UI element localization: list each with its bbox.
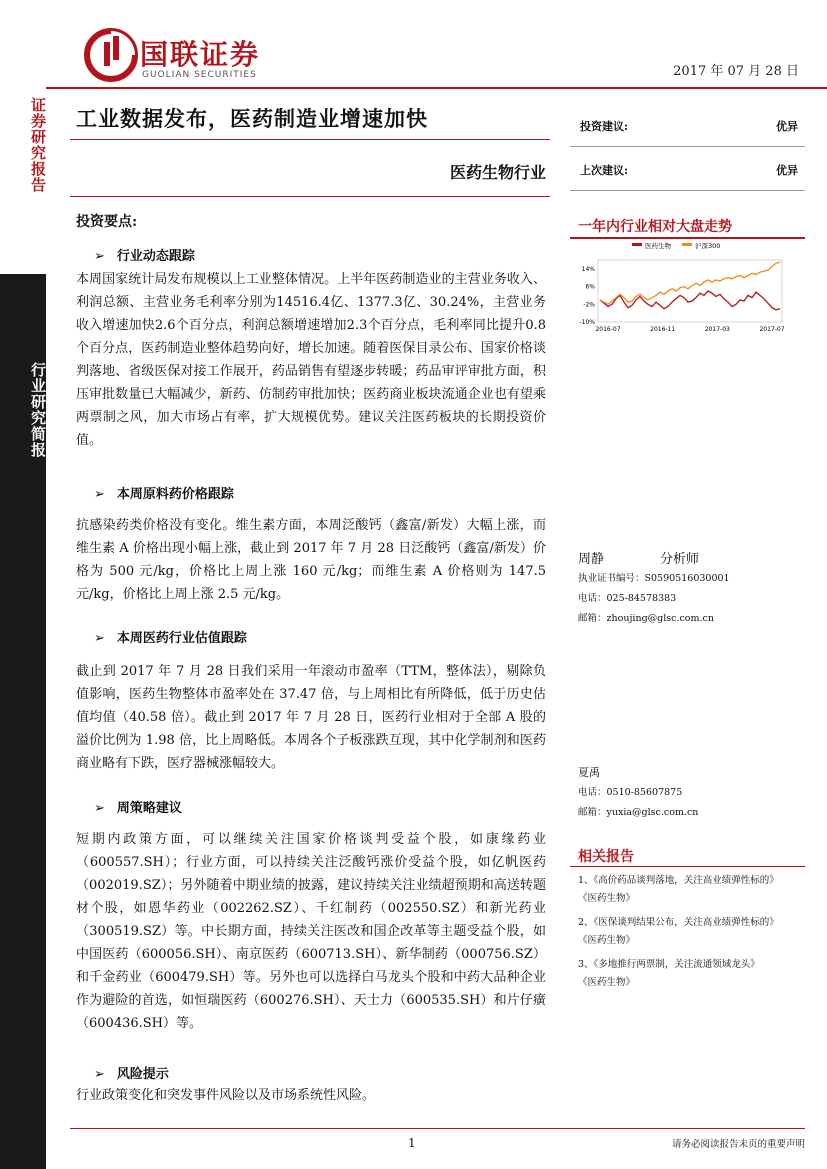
- arrow-icon: ➢: [94, 801, 105, 816]
- series-line-hs300: [600, 262, 780, 304]
- logo-text: 国联证券: [140, 38, 261, 71]
- chart-plot-frame: [598, 260, 782, 322]
- analyst-1-phone: 电话：025-84578383: [578, 593, 677, 604]
- x-tick-label: 2017-07: [759, 326, 785, 333]
- analyst-2-name: 夏禹: [578, 766, 600, 779]
- analyst-1-cert: 执业证书编号：S0590516030001: [578, 573, 730, 584]
- guolian-logo-icon: [84, 28, 138, 82]
- x-tick-label: 2016-07: [595, 326, 621, 333]
- rating-divider: [570, 146, 805, 147]
- related-divider: [570, 866, 805, 867]
- heading-risk: ➢ 风险提示: [94, 1067, 169, 1082]
- rating-previous-value: 优异: [776, 164, 798, 177]
- legend-swatch-pharma: [632, 243, 642, 246]
- legend-swatch-hs300: [682, 243, 692, 246]
- rating-previous: [580, 162, 798, 178]
- heading-strategy: ➢ 周策略建议: [94, 801, 182, 816]
- analyst-1-email[interactable]: 邮箱：zhoujing@glsc.com.cn: [578, 613, 714, 624]
- chart-title: 一年内行业相对大盘走势: [578, 219, 732, 235]
- industry-divider: [70, 196, 550, 197]
- related-title: 相关报告: [578, 849, 634, 865]
- relative-performance-chart: [570, 240, 805, 340]
- section-title: 投资要点:: [76, 214, 138, 230]
- paragraph-valuation: 截止到 2017 年 7 月 28 日我们采用一年滚动市盈率（TTM，整体法），剔除负值影响，医药生物整体市盈率处在 37.47 倍，与上周相比有所降低，低于历史估值均值（40.58 倍）。截止到 2017 年 7 月 28 日，医药行业相对于全部 A 股的溢价比例为 1.98 倍，比上周略低。本周各个子板涨跌互现，其中化学制剂和医药商业略有下跌，医疗器械涨幅较大。: [76, 664, 546, 771]
- rating-current-label: 投资建议:: [580, 120, 629, 133]
- rating-current: [580, 118, 798, 134]
- related-report-item: 《医药生物》: [578, 935, 636, 946]
- legend-label-pharma: 医药生物: [645, 242, 671, 250]
- sidebar-label-type: 行业研究简报: [29, 362, 47, 458]
- rating-previous-label: 上次建议:: [580, 164, 629, 177]
- chart-title-divider: [570, 237, 805, 239]
- related-report-item[interactable]: 3、《多地推行两票制，关注流通领域龙头》: [578, 959, 760, 970]
- title-divider: [70, 139, 550, 140]
- y-tick-label: 6%: [585, 283, 595, 291]
- related-report-item[interactable]: 1、《高价药品谈判落地，关注高业绩弹性标的》: [578, 875, 779, 886]
- x-tick-label: 2017-03: [704, 326, 730, 333]
- rating-current-value: 优异: [776, 120, 798, 133]
- y-tick-label: -10%: [579, 319, 595, 326]
- related-report-item[interactable]: 2、《医保谈判结果公布，关注高业绩弹性标的》: [578, 917, 779, 928]
- logo-english: GUOLIAN SECURITIES: [142, 70, 257, 80]
- heading-industry-dynamics: ➢ 行业动态跟踪: [94, 249, 195, 264]
- related-report-item: 《医药生物》: [578, 893, 636, 904]
- arrow-icon: ➢: [94, 1067, 105, 1082]
- report-title: 工业数据发布，医药制造业增速加快: [76, 106, 428, 131]
- analyst-1-role: 分析师: [660, 552, 700, 567]
- heading-api-price: ➢ 本周原料药价格跟踪: [94, 487, 234, 502]
- paragraph-strategy: 短期内政策方面，可以继续关注国家价格谈判受益个股，如康缘药业（600557.SH）；行业方面，可以持续关注泛酸钙涨价受益个股，如亿帆医药（002019.SZ）；另外随着中期业绩的披露，建议持续关注业绩超预期和高送转题材个股，如恩华药业（002262.SZ）、千红制药（002550.SZ）和新光药业（300519.SZ）等。中长期方面，持续关注医改和国企改革等主题受益个股，如中国医药（600056.SH）、南京医药（600713.SH）、新华制药（000756.SZ）和千金药业（600479.SH）等。另外也可以选择白马龙头个股和中药大品种企业作为避险的首选，如恒瑞医药（600276.SH）、天士力（600535.SH）和片仔癀（600436.SH）等。: [76, 832, 546, 1031]
- sidebar-label-report: 证券研究报告: [29, 97, 47, 193]
- related-report-item: 《医药生物》: [578, 977, 636, 988]
- arrow-icon: ➢: [94, 631, 105, 646]
- footer-disclaimer: 请务必阅读报告末页的重要声明: [671, 1139, 805, 1150]
- analyst-1-name: 周静: [578, 552, 605, 567]
- y-tick-label: 14%: [581, 265, 595, 273]
- paragraph-industry-dynamics: 本周国家统计局发布规模以上工业整体情况。上半年医药制造业的主营业务收入、利润总额、主营业务毛利率分别为14516.4亿、1377.3亿、30.24%，主营业务收入增速加快2.6个百分点，利润总额增速增加2.3个百分点，毛利率同比提升0.8个百分点，医药制造业整体趋势向好，增长加速。随着医保目录公布、国家价格谈判落地、省级医保对接工作展开，药品销售有望逐步转暖；药品审评审批方面，积压审批数量已大幅减少，新药、仿制药审批加快；医药商业板块流通企业也有望乘两票制之风，加大市场占有率，扩大规模优势。建议关注医药板块的长期投资价值。: [76, 272, 546, 448]
- industry-name: 医药生物行业: [449, 163, 546, 182]
- page-number: 1: [408, 1136, 416, 1150]
- heading-valuation: ➢ 本周医药行业估值跟踪: [94, 631, 247, 646]
- rating-divider-2: [570, 190, 805, 191]
- arrow-icon: ➢: [94, 487, 105, 502]
- y-tick-label: -2%: [583, 301, 595, 309]
- legend-label-hs300: 沪深300: [695, 242, 721, 250]
- report-date: 2017 年 07 月 28 日: [673, 64, 799, 79]
- analyst-2-email[interactable]: 邮箱：yuxia@glsc.com.cn: [578, 807, 699, 818]
- paragraph-api-price: 抗感染药类价格没有变化。维生素方面，本周泛酸钙（鑫富/新发）大幅上涨，而维生素 A 价格出现小幅上涨，截止到 2017 年 7 月 28 日泛酸钙（鑫富/新发）价格为 500 元/kg，价格比上周上涨 160 元/kg；而维生素 A 价格则为 147.5 元/kg，价格比上周上涨 2.5 元/kg。: [76, 518, 546, 602]
- header-divider: [46, 87, 827, 89]
- footer-divider: [70, 1128, 805, 1129]
- analyst-2-phone: 电话：0510-85607875: [578, 787, 683, 798]
- arrow-icon: ➢: [94, 249, 105, 264]
- x-tick-label: 2016-11: [650, 326, 676, 333]
- paragraph-risk: 行业政策变化和突发事件风险以及市场系统性风险。: [76, 1088, 376, 1103]
